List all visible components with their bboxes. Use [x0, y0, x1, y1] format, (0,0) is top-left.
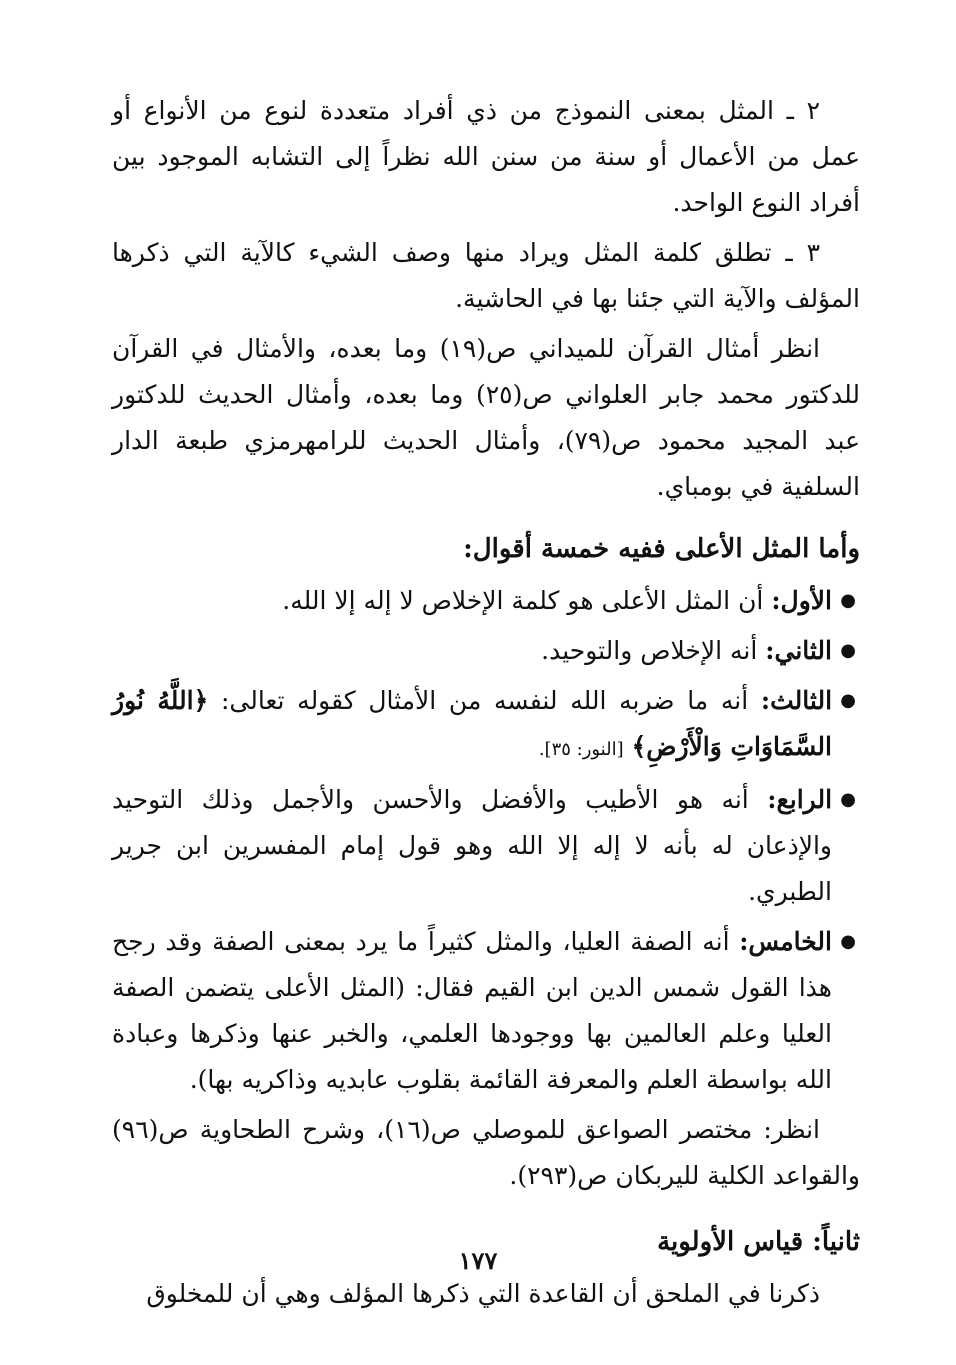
- paragraph-closing: ذكرنا في الملحق أن القاعدة التي ذكرها المؤلف وهي أن للمخلوق: [146, 1279, 820, 1308]
- list-item-label: الرابع:: [767, 785, 833, 814]
- quran-verse: ﴿اللَّهُ نُورُ السَّمَاوَاتِ وَالْأَرْضِ﴾: [112, 686, 832, 761]
- bullet-icon: ●: [840, 931, 856, 952]
- list-item-third-opinion: [112, 678, 860, 773]
- list-item-text: أنه الصفة العليا، والمثل كثيراً ما يرد بمعنى الصفة وقد رجح هذا القول شمس الدين ابن القيم فقال: (المثل الأعلى يتضمن الصفة العليا وعلم العالمين بها ووجودها العلمي، والخبر عنها وذكرها وعبادة الله بواسطة العلم والمعرفة القائمة بقلوب عابديه وذاكريه بها).: [112, 927, 832, 1094]
- list-item-first-opinion: [112, 578, 860, 624]
- list-item-second-opinion: [112, 628, 860, 674]
- list-item-label: الخامس:: [739, 927, 832, 956]
- list-item-label: الثاني:: [765, 636, 832, 665]
- paragraph-references-one: انظر أمثال القرآن للميداني ص(١٩) وما بعده، والأمثال في القرآن للدكتور محمد جابر العلواني ص(٢٥) وما بعده، وأمثال الحديث للدكتور عبد المجيد محمود ص(٧٩)، وأمثال الحديث للرامهرمزي طبعة الدار السلفية في بومباي.: [112, 334, 860, 501]
- list-item-fourth-opinion: [112, 777, 860, 915]
- list-item-text: أنه هو الأطيب والأفضل والأحسن والأجمل وذلك التوحيد والإذعان له بأنه لا إله إلا الله وهو قول إمام المفسرين ابن جرير الطبري.: [112, 785, 832, 906]
- section-heading-priority-analogy: ثانياً: قياس الأولوية: [657, 1227, 860, 1257]
- section-heading-higher-example: وأما المثل الأعلى ففيه خمسة أقوال:: [463, 534, 860, 564]
- verse-reference: [النور: ٣٥].: [538, 739, 624, 760]
- paragraph-references-two: انظر: مختصر الصواعق للموصلي ص(١٦)، وشرح الطحاوية ص(٩٦) والقواعد الكلية لليربكان ص(٢٩٣).: [112, 1115, 860, 1190]
- bullet-icon: ●: [840, 690, 856, 711]
- page-body: [112, 88, 860, 1321]
- list-item-text: أنه الإخلاص والتوحيد.: [541, 636, 758, 665]
- list-item-text: أنه ما ضربه الله لنفسه من الأمثال كقوله تعالى:: [220, 686, 749, 715]
- bullet-icon: ●: [840, 590, 856, 611]
- list-item-fifth-opinion: [112, 919, 860, 1103]
- list-item-text: أن المثل الأعلى هو كلمة الإخلاص لا إله إلا الله.: [282, 586, 764, 615]
- bullet-icon: ●: [840, 789, 856, 810]
- list-item-label: الثالث:: [760, 686, 833, 715]
- list-item-label: الأول:: [771, 586, 832, 615]
- bullet-icon: ●: [840, 640, 856, 661]
- paragraph-meaning-two: ٢ ـ المثل بمعنى النموذج من ذي أفراد متعددة لنوع من الأنواع أو عمل من الأعمال أو سنة من سنن الله نظراً إلى التشابه الموجود بين أفراد النوع الواحد.: [112, 96, 860, 217]
- page-number: ١٧٧: [458, 1246, 498, 1275]
- paragraph-meaning-three: ٣ ـ تطلق كلمة المثل ويراد منها وصف الشيء كالآية التي ذكرها المؤلف والآية التي جئنا بها في الحاشية.: [112, 238, 860, 313]
